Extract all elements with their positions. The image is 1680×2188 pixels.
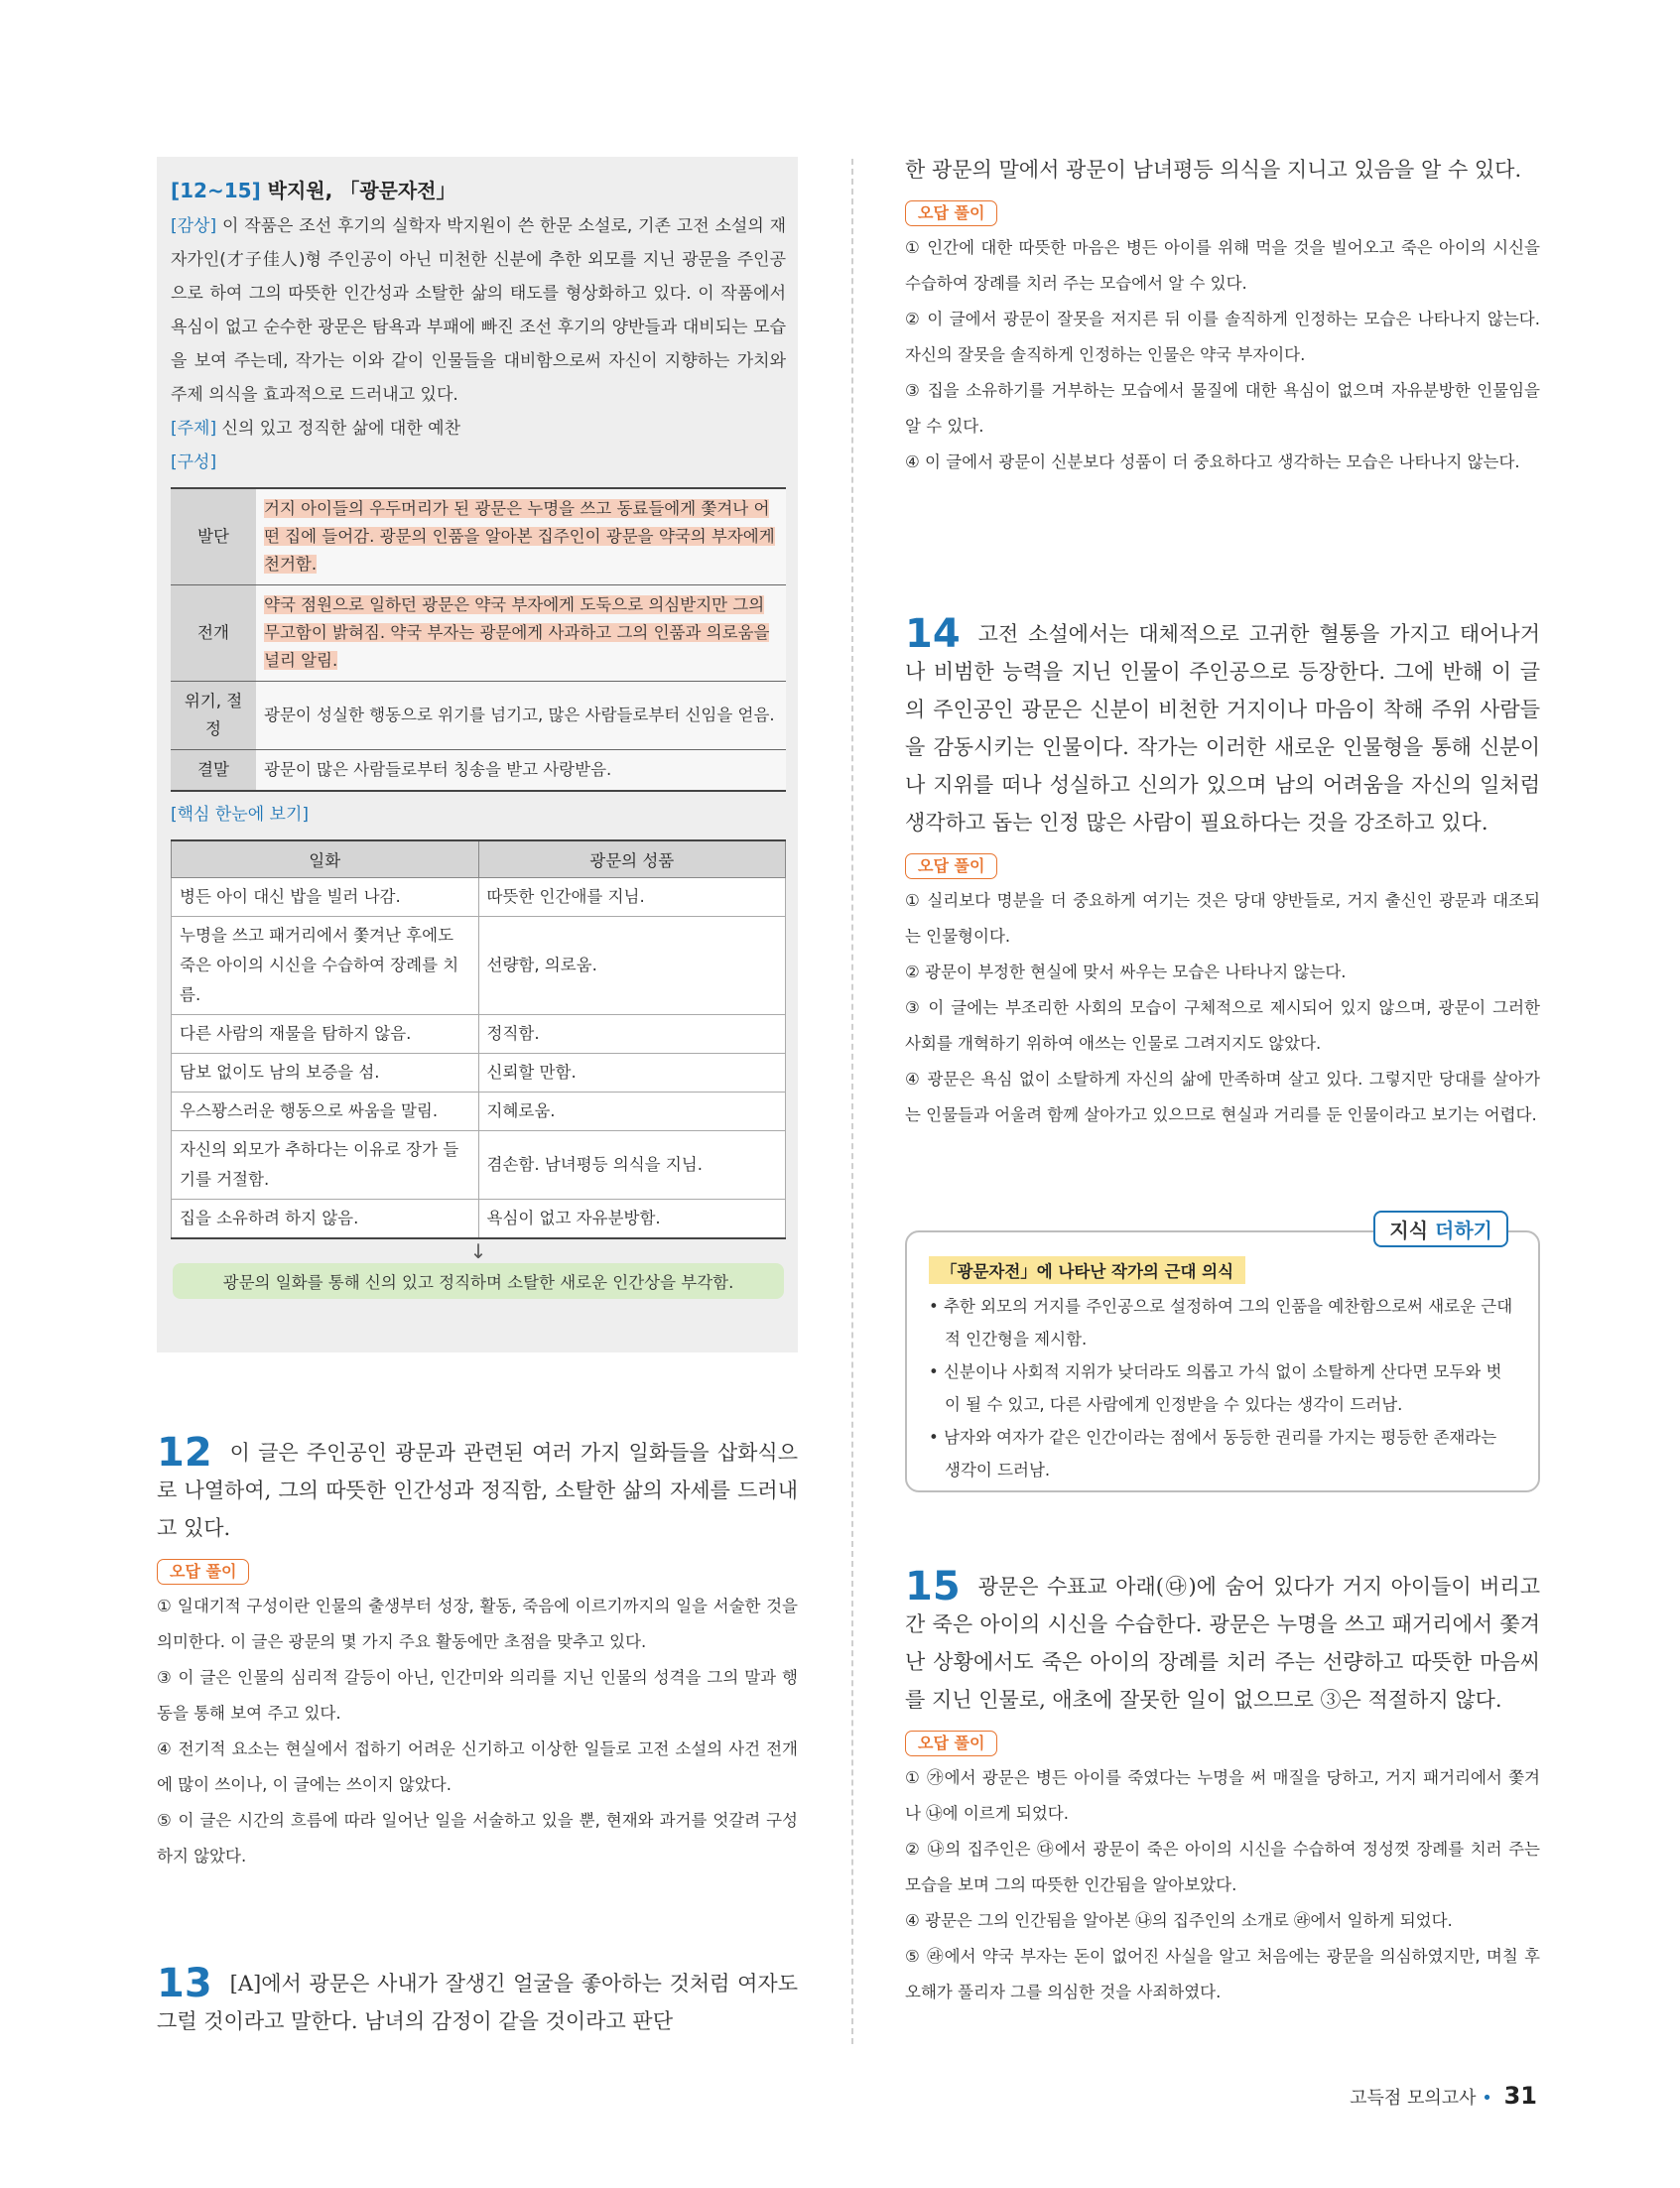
explanation-item: ② 이 글에서 광문이 잘못을 저지른 뒤 이를 솔직하게 인정하는 모습은 나타나지 않는다. 자신의 잘못을 솔직하게 인정하는 인물은 약국 부자이다. [905, 310, 1540, 364]
page-footer [1350, 2082, 1537, 2110]
core-cell: 욕심이 없고 자유분방함. [478, 1200, 786, 1239]
core-cell: 담보 없이도 남의 보증을 섬. [172, 1054, 479, 1093]
explanation-item: ⑤ 이 글은 시간의 흐름에 따라 일어난 일을 서술하고 있을 뿐, 현재와 과거를 엇갈려 구성하지 않았다. [157, 1811, 798, 1866]
question-14 [905, 611, 1540, 1133]
structure-table [171, 487, 786, 792]
core-cell: 누명을 쓰고 패거리에서 쫓겨난 후에도 죽은 아이의 시신을 수습하여 장례를 치름. [172, 917, 479, 1015]
structure-content [256, 585, 786, 682]
core-paragraph [171, 798, 786, 832]
structure-label: 위기, 절정 [171, 682, 256, 750]
gamsang-paragraph [171, 209, 786, 412]
juje-text: 신의 있고 정직한 삶에 대한 예찬 [221, 419, 461, 439]
core-cell: 병든 아이 대신 밥을 빌러 나감. [172, 878, 479, 917]
explanation-item: ③ 집을 소유하기를 거부하는 모습에서 물질에 대한 욕심이 없으며 자유분방한 인물임을 알 수 있다. [905, 381, 1540, 436]
summary-box [157, 157, 798, 1352]
core-cell: 집을 소유하려 하지 않음. [172, 1200, 479, 1239]
core-tag: [핵심 한눈에 보기] [171, 805, 310, 825]
structure-text: 광문이 성실한 행동으로 위기를 넘기고, 많은 사람들로부터 신임을 얻음. [256, 682, 786, 750]
core-cell: 신뢰할 만함. [478, 1054, 786, 1093]
explanation-item: ② ㉯의 집주인은 ㉰에서 광문이 죽은 아이의 시신을 수습하여 정성껏 장례를 치러 주는 모습을 보며 그의 따뜻한 인간됨을 알아보았다. [905, 1840, 1540, 1894]
question-13-text [157, 1961, 798, 2040]
gamsang-text: 이 작품은 조선 후기의 실학자 박지원이 쓴 한문 소설로, 기존 고전 소설의 재자가인(才子佳人)형 주인공이 아닌 미천한 신분에 추한 외모를 지닌 광문을 주인공으로 하여 그의 따뜻한 인간성과 소탈한 삶의 태도를 형상화하고 있다. 이 작품에서 욕심이 없고 순수한 광문은 탐욕과 부패에 빠진 조선 후기의 양반들과 대비되는 모습을 보여 주는데, 작가는 이와 같이 인물들을 대비함으로써 자신이 지향하는 가치와 주제 의식을 효과적으로 드러내고 있다. [171, 216, 786, 405]
odab-badge: 오답 풀이 [905, 1731, 997, 1756]
knowledge-item: • 추한 외모의 거지를 주인공으로 설정하여 그의 인품을 예찬함으로써 새로운 근대적 인간형을 제시함. [929, 1297, 1513, 1349]
core-header: 일화 [172, 840, 479, 878]
core-table [171, 839, 786, 1239]
question-13 [157, 1961, 798, 2040]
structure-label: 결말 [171, 750, 256, 792]
question-number: 15 [905, 1564, 961, 1609]
core-cell: 다른 사람의 재물을 탐하지 않음. [172, 1015, 479, 1054]
core-cell: 자신의 외모가 추하다는 이유로 장가 들기를 거절함. [172, 1131, 479, 1200]
explanation-item: ① 인간에 대한 따뜻한 마음은 병든 아이를 위해 먹을 것을 빌어오고 죽은 아이의 시신을 수습하여 장례를 치러 주는 모습에서 알 수 있다. [905, 238, 1540, 293]
gusung-tag: [구성] [171, 452, 217, 472]
structure-row [171, 682, 786, 750]
summary-number: [12~15] [171, 179, 261, 202]
question-body: 이 글은 주인공인 광문과 관련된 여러 가지 일화들을 삽화식으로 나열하여, 그의 따뜻한 인간성과 정직함, 소탈한 삶의 자세를 드러내고 있다. [157, 1441, 798, 1540]
summary-title: 박지원, 「광문자전」 [267, 179, 456, 202]
table-row [172, 1093, 786, 1131]
core-header-row [172, 840, 786, 878]
structure-text: 거지 아이들의 우두머리가 된 광문은 누명을 쓰고 동료들에게 쫓겨나 어떤 집에 들어감. 광문의 인품을 알아본 집주인이 광문을 약국의 부자에게 천거함. [264, 499, 775, 574]
structure-label: 발단 [171, 488, 256, 585]
summary-heading [171, 175, 786, 203]
core-cell: 우스꽝스러운 행동으로 싸움을 말림. [172, 1093, 479, 1131]
footer-dot: • [1482, 2088, 1492, 2109]
gusung-paragraph [171, 446, 786, 479]
knowledge-heading: 「광문자전」에 나타난 작가의 근대 의식 [929, 1256, 1245, 1284]
question-13-continued [905, 151, 1540, 480]
core-cell: 정직함. [478, 1015, 786, 1054]
core-cell: 지혜로움. [478, 1093, 786, 1131]
table-row [172, 917, 786, 1015]
explanation-item: ① 실리보다 명분을 더 중요하게 여기는 것은 당대 양반들로, 거지 출신인 광문과 대조되는 인물형이다. [905, 891, 1540, 946]
table-row [172, 1015, 786, 1054]
result-bar: 광문의 일화를 통해 신의 있고 정직하며 소탈한 새로운 인간상을 부각함. [173, 1263, 784, 1299]
structure-label: 전개 [171, 585, 256, 682]
knowledge-tab-prefix: 지식 [1389, 1219, 1429, 1242]
explanation-item: ③ 이 글은 인물의 심리적 갈등이 아닌, 인간미와 의리를 지닌 인물의 성격을 그의 말과 행동을 통해 보여 주고 있다. [157, 1668, 798, 1723]
knowledge-item: • 신분이나 사회적 지위가 낮더라도 의롭고 가식 없이 소탈하게 산다면 모두와 벗이 될 수 있고, 다른 사람에게 인정받을 수 있다는 생각이 드러남. [929, 1362, 1502, 1414]
footer-label: 고득점 모의고사 [1350, 2088, 1477, 2109]
core-cell: 따뜻한 인간애를 지님. [478, 878, 786, 917]
knowledge-box [905, 1219, 1540, 1492]
question-12-text [157, 1430, 798, 1547]
explanation-item: ② 광문이 부정한 현실에 맞서 싸우는 모습은 나타나지 않는다. [905, 963, 1347, 981]
odab-badge: 오답 풀이 [905, 853, 997, 879]
structure-text: 약국 점원으로 일하던 광문은 약국 부자에게 도둑으로 의심받지만 그의 무고함이 밝혀짐. 약국 부자는 광문에게 사과하고 그의 인품과 의로움을 널리 알림. [264, 595, 770, 670]
explanation-item: ④ 이 글에서 광문이 신분보다 성품이 더 중요하다고 생각하는 모습은 나타나지 않는다. [905, 452, 1520, 471]
question-15-text [905, 1564, 1540, 1719]
structure-text: 광문이 많은 사람들로부터 칭송을 받고 사랑받음. [256, 750, 786, 792]
core-cell: 선량함, 의로움. [478, 917, 786, 1015]
question-12 [157, 1430, 798, 1874]
juje-paragraph [171, 412, 786, 446]
table-row [172, 1054, 786, 1093]
question-number: 13 [157, 1961, 212, 2006]
knowledge-item: • 남자와 여자가 같은 인간이라는 점에서 동등한 권리를 가지는 평등한 존재라는 생각이 드러남. [929, 1428, 1497, 1480]
juje-tag: [주제] [171, 419, 217, 439]
knowledge-tab [1373, 1211, 1508, 1247]
table-row [172, 878, 786, 917]
knowledge-tab-highlight: 더하기 [1435, 1219, 1492, 1242]
question-body: 고전 소설에서는 대체적으로 고귀한 혈통을 가지고 태어나거나 비범한 능력을 지닌 인물이 주인공으로 등장한다. 그에 반해 이 글의 주인공인 광문은 신분이 비천한 거지이나 마음이 착해 주위 사람들을 감동시키는 인물이다. 작가는 이러한 새로운 인물형을 통해 신분이나 지위를 떠나 성실하고 신의가 있으며 남의 어려움을 자신의 일처럼 생각하고 돕는 인정 많은 사람이 필요하다는 것을 강조하고 있다. [905, 622, 1540, 835]
explanation-item: ③ 이 글에는 부조리한 사회의 모습이 구체적으로 제시되어 있지 않으며, 광문이 그러한 사회를 개혁하기 위하여 애쓰는 인물로 그려지지도 않았다. [905, 998, 1540, 1053]
table-row [172, 1131, 786, 1200]
question-body: 광문은 수표교 아래(㉰)에 숨어 있다가 거지 아이들이 버리고 간 죽은 아이의 시신을 수습한다. 광문은 누명을 쓰고 패거리에서 쫓겨난 상황에서도 죽은 아이의 장례를 치러 주는 선량하고 따뜻한 마음씨를 지닌 인물로, 애초에 잘못한 일이 없으므로 ③은 적절하지 않다. [905, 1575, 1540, 1712]
gamsang-tag: [감상] [171, 216, 217, 236]
core-header: 광문의 성품 [478, 840, 786, 878]
structure-row [171, 585, 786, 682]
question-14-text [905, 611, 1540, 841]
structure-content [256, 488, 786, 585]
arrow-down-icon: ↓ [469, 1239, 487, 1263]
explanation-item: ① 일대기적 구성이란 인물의 출생부터 성장, 활동, 죽음에 이르기까지의 일을 서술한 것을 의미한다. 이 글은 광문의 몇 가지 주요 활동에만 초점을 맞추고 있다. [157, 1597, 798, 1651]
explanation-item: ④ 전기적 요소는 현실에서 접하기 어려운 신기하고 이상한 일들로 고전 소설의 사건 전개에 많이 쓰이나, 이 글에는 쓰이지 않았다. [157, 1739, 798, 1794]
structure-row [171, 750, 786, 792]
question-body: [A]에서 광문은 사내가 잘생긴 얼굴을 좋아하는 것처럼 여자도 그럴 것이라고 말한다. 남녀의 감정이 같을 것이라고 판단 [157, 1972, 798, 2033]
column-divider [851, 159, 853, 2044]
odab-badge: 오답 풀이 [157, 1559, 249, 1585]
odab-badge: 오답 풀이 [905, 200, 997, 226]
explanation-item: ① ㉮에서 광문은 병든 아이를 죽였다는 누명을 써 매질을 당하고, 거지 패거리에서 쫓겨나 ㉯에 이르게 되었다. [905, 1768, 1540, 1823]
question-number: 14 [905, 611, 961, 657]
structure-row [171, 488, 786, 585]
explanation-item: ⑤ ㉱에서 약국 부자는 돈이 없어진 사실을 알고 처음에는 광문을 의심하였지만, 며칠 후 오해가 풀리자 그를 의심한 것을 사죄하였다. [905, 1947, 1540, 2001]
explanation-item: ④ 광문은 그의 인간됨을 알아본 ㉯의 집주인의 소개로 ㉱에서 일하게 되었다. [905, 1911, 1453, 1930]
question-number: 12 [157, 1430, 212, 1476]
question-15 [905, 1564, 1540, 2010]
question-body: 한 광문의 말에서 광문이 남녀평등 의식을 지니고 있음을 알 수 있다. [905, 158, 1522, 182]
page-number: 31 [1503, 2082, 1537, 2110]
core-cell: 겸손함. 남녀평등 의식을 지님. [478, 1131, 786, 1200]
explanation-item: ④ 광문은 욕심 없이 소탈하게 자신의 삶에 만족하며 살고 있다. 그렇지만 당대를 살아가는 인물들과 어울려 함께 살아가고 있으므로 현실과 거리를 둔 인물이라고 보기는 어렵다. [905, 1070, 1540, 1124]
table-row [172, 1200, 786, 1239]
